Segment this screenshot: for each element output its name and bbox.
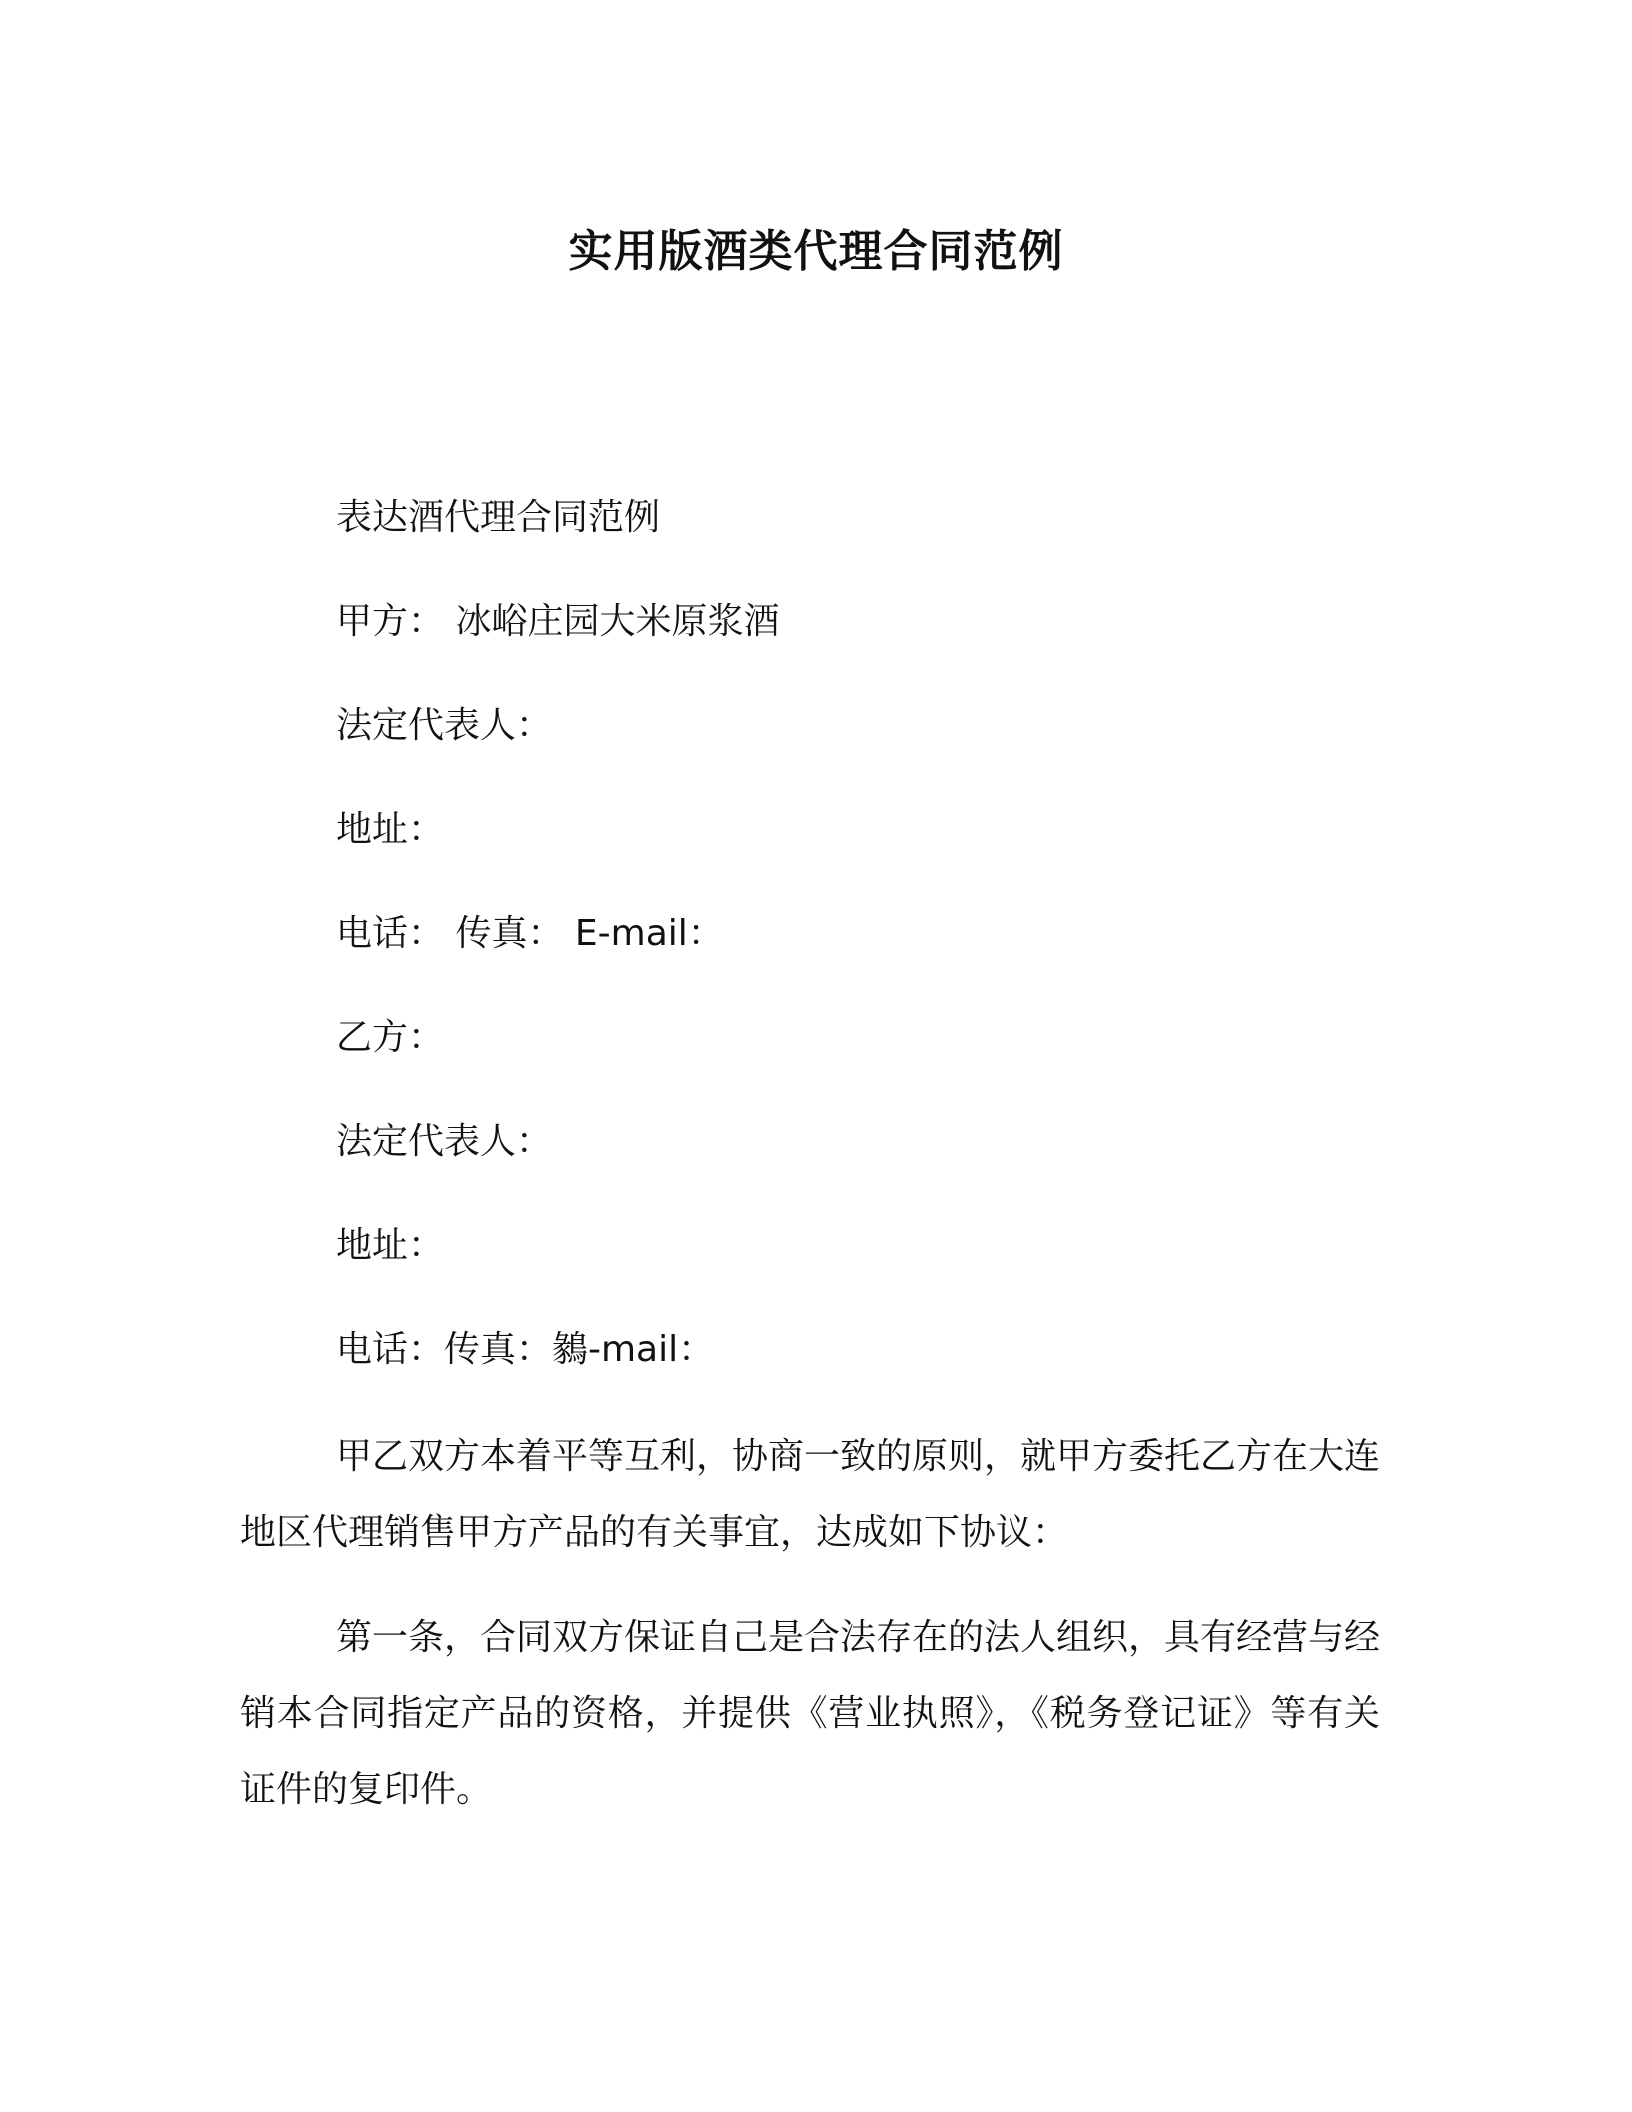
article-one: 第一条，合同双方保证自己是合法存在的法人组织，具有经营与经销本合同指定产品的资格，并提供《营业执照》，《税务登记证》等有关证件的复印件。 [240, 1617, 1381, 1810]
party-a-name: 甲方： 冰峪庄园大米原浆酒 [336, 601, 780, 642]
party-b-legal-representative: 法定代表人： [336, 1121, 553, 1162]
party-info-list [336, 493, 1396, 1429]
agreement-preamble: 甲乙双方本着平等互利，协商一致的原则，就甲方委托乙方在大连地区代理销售甲方产品的有关事宜，达成如下协议： [240, 1436, 1381, 1553]
party-b-name: 乙方： [336, 1017, 445, 1058]
party-b-address: 地址： [336, 1225, 445, 1266]
party-a-legal-representative: 法定代表人： [336, 705, 553, 746]
document-title: 实用版酒类代理合同范例 [568, 226, 1064, 277]
party-a-address: 地址： [336, 809, 445, 850]
party-b-contact: 电话：传真：鶨-mail： [336, 1329, 715, 1370]
party-a-contact: 电话： 传真： E-mail： [336, 913, 724, 954]
subtitle-line: 表达酒代理合同范例 [336, 497, 661, 538]
